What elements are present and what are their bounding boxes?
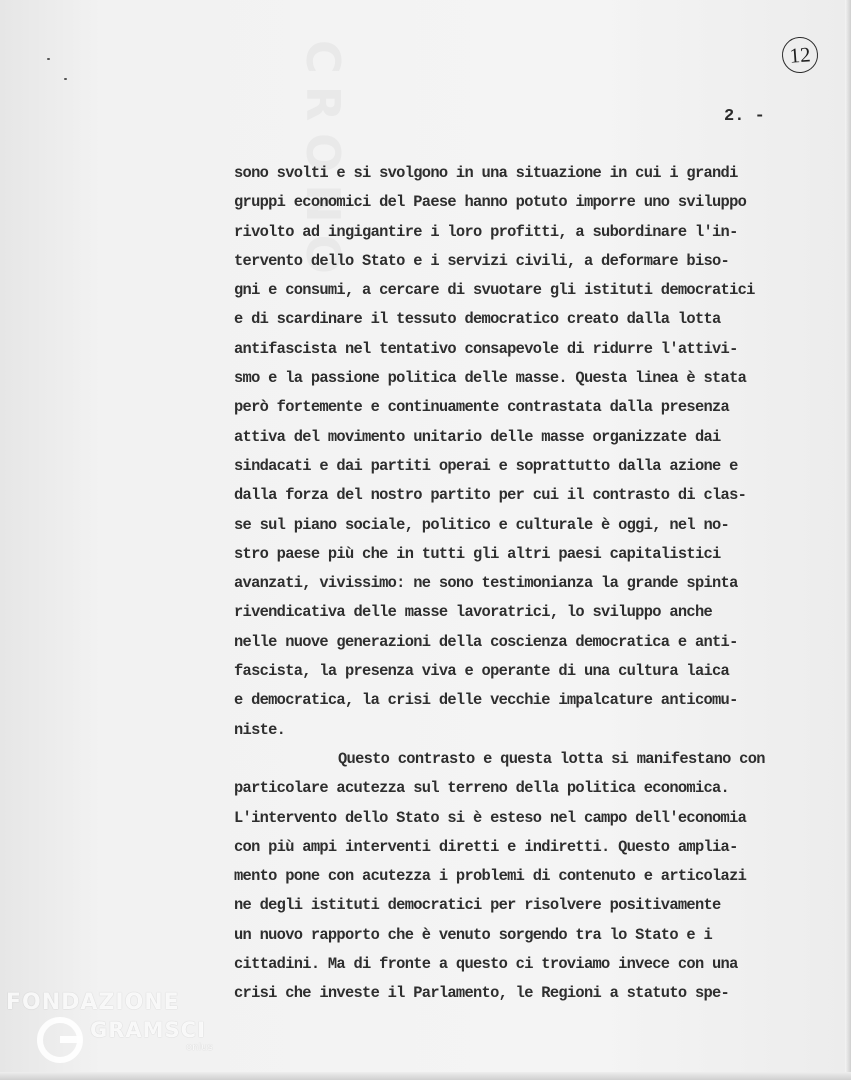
text-line: smo e la passione politica delle masse. Questa linea è stata [234, 369, 747, 388]
paper-edge-right [845, 0, 851, 1080]
text-line: ne degli istituti democratici per risolvere positivamente [234, 896, 721, 915]
text-line: sindacati e dai partiti operai e soprattutto dalla azione e [234, 456, 738, 475]
gramsci-logo-icon [36, 1016, 84, 1064]
text-line: con più ampi interventi diretti e indiretti. Questo amplia- [234, 837, 738, 856]
text-line: e democratica, la crisi delle vecchie impalcature anticomu- [234, 691, 738, 710]
text-line: crisi che investe il Parlamento, le Regioni a statuto spe- [234, 984, 730, 1003]
handwritten-page-number: 12 [781, 36, 819, 74]
watermark-title: FONDAZIONE [6, 990, 180, 1015]
text-line: gni e consumi, a cercare di svuotare gli istituti democratici [234, 281, 755, 300]
text-line: se sul piano sociale, politico e culturale è oggi, nel no- [234, 515, 730, 534]
typed-page-number: 2. - [724, 107, 765, 126]
text-line: sono svolti e si svolgono in una situazione in cui i grandi [234, 164, 738, 182]
text-line: particolare acutezza sul terreno della politica economica. [234, 779, 730, 798]
text-line: fascista, la presenza viva e operante di una cultura laica [234, 662, 730, 681]
paragraph-first-line: Questo contrasto e questa lotta si manifestano con [338, 749, 765, 768]
text-line: cittadini. Ma di fronte a questo ci troviamo invece con una [234, 955, 738, 974]
fondazione-gramsci-watermark [0, 990, 215, 1075]
text-line: antifascista nel tentativo consapevole di ridurre l'attivi- [234, 339, 738, 358]
text-line: però fortemente e continuamente contrastata dalla presenza [234, 398, 730, 417]
typewritten-body [234, 159, 844, 1009]
text-line: un nuovo rapporto che è venuto sorgendo tra lo Stato e i [234, 925, 713, 944]
text-line: rivendicativa delle masse lavoratrici, lo sviluppo anche [234, 603, 713, 622]
text-line: e di scardinare il tessuto democratico creato dalla lotta [234, 310, 721, 329]
text-line: attiva del movimento unitario delle masse organizzate dai [234, 427, 721, 446]
dust-speck [64, 78, 67, 80]
text-line: stro paese più che in tutti gli altri paesi capitalistici [234, 544, 721, 563]
watermark-suffix: onlus [186, 1042, 213, 1053]
watermark-subtitle: GRAMSCI [90, 1018, 206, 1042]
text-line: L'intervento dello Stato si è esteso nel campo dell'economia [234, 808, 747, 827]
text-line: mento pone con acutezza i problemi di contenuto e articolazi [234, 867, 747, 886]
text-line: dalla forza del nostro partito per cui il contrasto di clas- [234, 486, 747, 505]
text-line: tervento dello Stato e i servizi civili, a deformare biso- [234, 251, 730, 270]
dust-speck [47, 58, 50, 60]
text-line: niste. [234, 720, 286, 739]
paper-edge-bottom [0, 1072, 851, 1080]
text-line: avanzati, vivissimo: ne sono testimonianza la grande spinta [234, 574, 738, 593]
show-through-text: CRONO [296, 40, 350, 286]
text-line: gruppi economici del Paese hanno potuto imporre uno sviluppo [234, 193, 747, 212]
text-line: rivolto ad ingigantire i loro profitti, a subordinare l'in- [234, 222, 738, 241]
text-line: nelle nuove generazioni della coscienza democratica e anti- [234, 632, 738, 651]
